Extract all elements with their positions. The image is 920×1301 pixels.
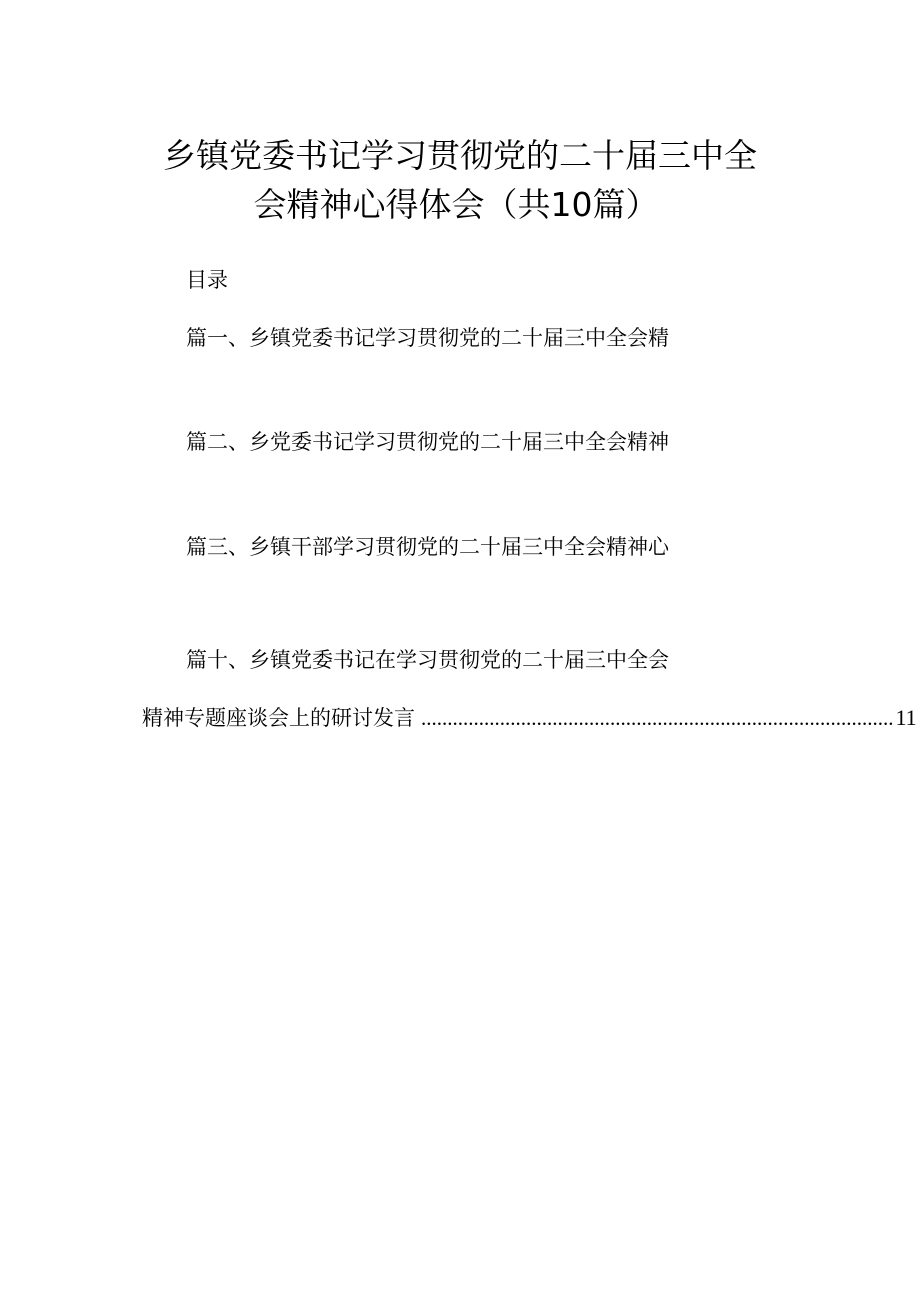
toc-entry-10-continuation[interactable]	[142, 704, 917, 732]
toc-entry-10-continuation-text: 精神专题座谈会上的研讨发言	[142, 706, 415, 730]
toc-dot-leader: ..........................................................................................	[421, 706, 894, 730]
toc-page-number: 11	[895, 705, 917, 730]
toc-entry-10[interactable]: 篇十、乡镇党委书记在学习贯彻党的二十届三中全会	[186, 648, 669, 672]
toc-entry-3[interactable]: 篇三、乡镇干部学习贯彻党的二十届三中全会精神心	[186, 535, 669, 559]
document-title-line-1: 乡镇党委书记学习贯彻党的二十届三中全	[163, 136, 757, 175]
document-title-line-2: 会精神心得体会（共10篇）	[253, 185, 659, 224]
toc-entry-1[interactable]: 篇一、乡镇党委书记学习贯彻党的二十届三中全会精	[186, 326, 669, 350]
toc-heading: 目录	[186, 268, 228, 292]
toc-entry-2[interactable]: 篇二、乡党委书记学习贯彻党的二十届三中全会精神	[186, 430, 669, 454]
